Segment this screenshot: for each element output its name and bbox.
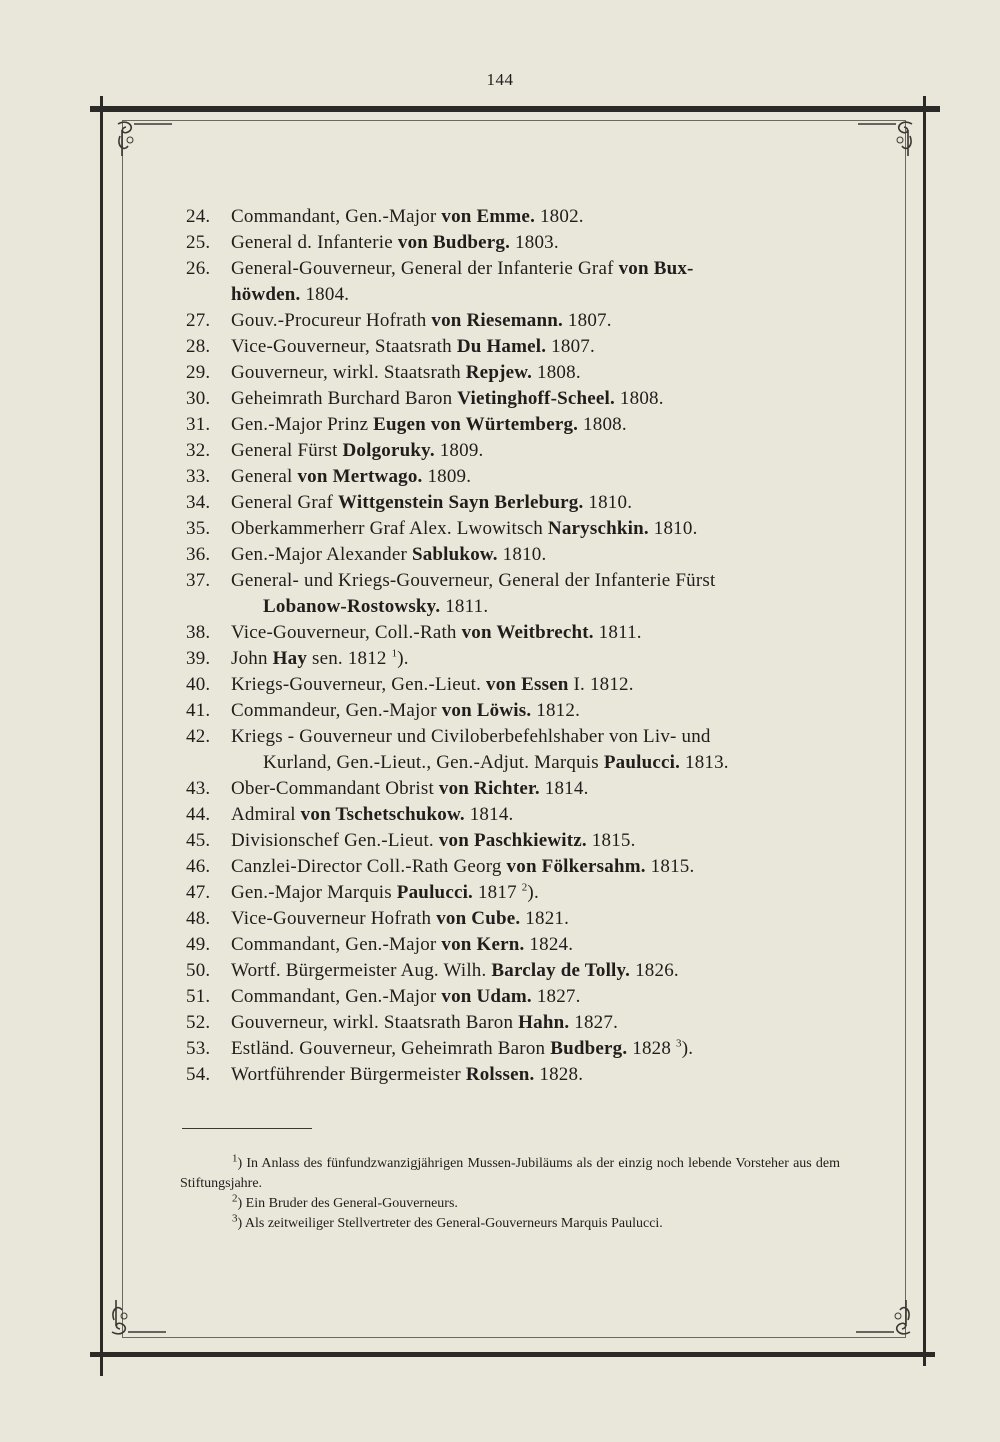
entry-year: 1807. [546, 336, 595, 357]
entry-name: von Weitbrecht. [461, 622, 594, 643]
entry-number: 44. [186, 804, 211, 825]
entry-number: 27. [186, 310, 211, 331]
list-item [186, 828, 846, 854]
entry-text: General d. Infanterie [231, 232, 398, 253]
entry-text: Divisionschef Gen.-Lieut. [231, 830, 439, 851]
list-item [186, 776, 846, 802]
entry-year: 1810. [497, 544, 547, 565]
entry-text: General Graf [231, 492, 339, 513]
entry-text: Wortführender Bürgermeister [231, 1064, 466, 1085]
entry-text: Commandeur, Gen.-Major [231, 700, 442, 721]
list-item [186, 880, 846, 906]
entry-number: 41. [186, 700, 211, 721]
list-item [186, 568, 846, 620]
entry-name: Naryschkin. [547, 518, 649, 539]
list-item [186, 308, 846, 334]
footnote-mark: 2 [232, 1192, 238, 1205]
entry-number: 39. [186, 648, 211, 669]
list-item [186, 516, 846, 542]
entry-name: Hay [272, 648, 308, 669]
entry-name: von Tschetschukow. [300, 804, 465, 825]
entry-year: 1809. [422, 466, 472, 487]
list-item [186, 906, 846, 932]
ornament-top-right-icon [856, 116, 916, 160]
entry-year: 1811. [593, 622, 642, 643]
entry-text: Vice-Gouverneur Hofrath [231, 908, 437, 929]
entry-text: Commandant, Gen.-Major [231, 206, 442, 227]
list-item [186, 958, 846, 984]
footnote-divider [182, 1128, 312, 1129]
entry-name: Sablukow. [411, 544, 498, 565]
entry-text-end: ). [681, 1038, 694, 1059]
entry-text: Gouverneur, wirkl. Staatsrath [231, 362, 466, 383]
entry-name: Barclay de Tolly. [491, 960, 631, 981]
list-item [186, 334, 846, 360]
entry-year: 1804. [300, 284, 350, 305]
footnote-mark: 1 [232, 1152, 238, 1165]
entry-year: 1824. [524, 934, 574, 955]
entry-year: 1813. [680, 752, 729, 773]
entry-name: von Fölkersahm. [506, 856, 646, 877]
entry-name: Lobanow-Rostowsky. [263, 596, 441, 617]
list-item [186, 932, 846, 958]
entry-name: Repjew. [465, 362, 533, 383]
entry-name: Rolssen. [465, 1064, 535, 1085]
entry-name: von Paschkiewitz. [438, 830, 587, 851]
frame-bottom-rule [90, 1352, 935, 1357]
footnote-text: ) Ein Bruder des General-Gouverneurs. [237, 1196, 458, 1211]
entry-name: Paulucci. [396, 882, 474, 903]
footnote-ref: 3 [676, 1037, 682, 1050]
frame-top-rule [90, 106, 940, 112]
footnotes [180, 1154, 840, 1234]
entry-year: 1815. [586, 830, 636, 851]
entry-text: Gouverneur, wirkl. Staatsrath Baron [231, 1012, 519, 1033]
list-item [186, 698, 846, 724]
entry-name: Paulucci. [603, 752, 681, 773]
entry-text: Gen.-Major Prinz [231, 414, 374, 435]
entry-name: von Udam. [441, 986, 532, 1007]
entry-name: von Mertwago. [297, 466, 423, 487]
entry-text-continued: Kurland, Gen.-Lieut., Gen.-Adjut. Marquis [263, 752, 604, 773]
entry-year: 1828. [534, 1064, 584, 1085]
entry-number: 48. [186, 908, 211, 929]
entry-name: Dolgoruky. [342, 440, 435, 461]
entry-name-continued: höwden. [231, 284, 301, 305]
entry-year: I. 1812. [568, 674, 634, 695]
entry-text: Kriegs - Gouverneur und Civiloberbefehlshaber von Liv- und [231, 726, 711, 747]
entry-year: 1802. [535, 206, 584, 227]
list-item [186, 672, 846, 698]
entry-year: 1812. [531, 700, 581, 721]
entry-year: 1826. [630, 960, 679, 981]
ornament-top-left-icon [114, 116, 174, 160]
entry-name: von Kern. [441, 934, 525, 955]
footnote-text: ) In Anlass des fünfundzwanzigjährigen Mussen-Jubiläums als der einzig noch lebende Vorsteher aus dem Stiftungsjahre. [180, 1156, 840, 1191]
entry-number: 40. [186, 674, 211, 695]
list-item [186, 646, 846, 672]
entry-year: 1814. [539, 778, 589, 799]
ornament-bottom-right-icon [854, 1296, 914, 1340]
entry-text: Oberkammerherr Graf Alex. Lwowitsch [231, 518, 548, 539]
list-item [186, 1062, 846, 1088]
entry-year: 1814. [464, 804, 514, 825]
entry-text: Kriegs-Gouverneur, Gen.-Lieut. [231, 674, 486, 695]
list-item [186, 204, 846, 230]
entry-year: 1808. [578, 414, 627, 435]
entry-year: 1803. [510, 232, 559, 253]
entry-number: 25. [186, 232, 211, 253]
entry-text: Canzlei-Director Coll.-Rath Georg [231, 856, 507, 877]
entry-name: von Richter. [438, 778, 540, 799]
entry-name: Eugen von Würtemberg. [373, 414, 579, 435]
entry-text: Ober-Commandant Obrist [231, 778, 439, 799]
entry-text: Admiral [231, 804, 301, 825]
list-item [186, 724, 846, 776]
ornament-bottom-left-icon [108, 1296, 168, 1340]
entry-number: 49. [186, 934, 211, 955]
entry-text: Gouv.-Procureur Hofrath [231, 310, 432, 331]
entry-number: 32. [186, 440, 211, 461]
frame-left-rule [100, 96, 103, 1376]
entry-year: 1810. [583, 492, 633, 513]
entry-number: 33. [186, 466, 211, 487]
entry-name: von Cube. [436, 908, 521, 929]
entry-number: 45. [186, 830, 211, 851]
entry-year: 1828 [627, 1038, 676, 1059]
entry-name: Vietinghoff-Scheel. [457, 388, 615, 409]
list-item [186, 542, 846, 568]
entry-text: Wortf. Bürgermeister Aug. Wilh. [231, 960, 492, 981]
entry-name: Du Hamel. [456, 336, 547, 357]
entry-text: Estländ. Gouverneur, Geheimrath Baron [231, 1038, 551, 1059]
entry-text: General [231, 466, 298, 487]
footnote [180, 1214, 840, 1234]
page-number: 144 [486, 70, 514, 89]
entry-number: 28. [186, 336, 211, 357]
entry-text: John [231, 648, 273, 669]
entry-number: 24. [186, 206, 211, 227]
footnote [180, 1154, 840, 1194]
list-item [186, 386, 846, 412]
entry-text: Geheimrath Burchard Baron [231, 388, 458, 409]
entry-number: 46. [186, 856, 211, 877]
entry-text: Commandant, Gen.-Major [231, 934, 442, 955]
list-item [186, 230, 846, 256]
entry-name: von Bux- [618, 258, 694, 279]
list-item [186, 1036, 846, 1062]
entry-year: 1808. [614, 388, 664, 409]
list-item [186, 438, 846, 464]
entry-name: Wittgenstein Sayn Berleburg. [338, 492, 584, 513]
entry-name: Budberg. [550, 1038, 628, 1059]
entry-number: 29. [186, 362, 211, 383]
entry-year: 1815. [645, 856, 695, 877]
entry-text-end: ). [397, 648, 409, 669]
entry-name: von Essen [486, 674, 569, 695]
footnote-mark: 3 [232, 1212, 238, 1225]
list-item [186, 854, 846, 880]
footnote-ref: 1 [391, 647, 398, 660]
entry-year: 1817 [473, 882, 522, 903]
footnote-text: ) Als zeitweiliger Stellvertreter des General-Gouverneurs Marquis Paulucci. [237, 1216, 663, 1231]
entry-text: Commandant, Gen.-Major [231, 986, 442, 1007]
list-item [186, 620, 846, 646]
entry-year: 1809. [434, 440, 484, 461]
entry-name: von Riesemann. [431, 310, 563, 331]
entry-year: 1811. [440, 596, 489, 617]
entry-text: Gen.-Major Alexander [231, 544, 412, 565]
entry-number: 37. [186, 570, 211, 591]
entry-text: General Fürst [231, 440, 343, 461]
list-item [186, 490, 846, 516]
list-item [186, 256, 846, 308]
entry-year: 1827. [531, 986, 581, 1007]
entry-name: von Budberg. [397, 232, 511, 253]
entry-year: 1807. [562, 310, 612, 331]
entry-number: 51. [186, 986, 211, 1007]
entry-name: von Emme. [441, 206, 536, 227]
entry-number: 42. [186, 726, 211, 747]
entry-year: 1808. [532, 362, 581, 383]
footnote-ref: 2 [521, 881, 528, 894]
entry-number: 38. [186, 622, 211, 643]
entry-name: Hahn. [518, 1012, 570, 1033]
list-item [186, 464, 846, 490]
entry-name: von Löwis. [441, 700, 532, 721]
entry-number: 50. [186, 960, 211, 981]
entry-number: 34. [186, 492, 211, 513]
entry-year: 1821. [520, 908, 570, 929]
frame-right-rule [923, 96, 926, 1366]
entry-year: 1810. [648, 518, 698, 539]
list-item [186, 412, 846, 438]
entry-number: 54. [186, 1064, 211, 1085]
entry-text: Gen.-Major Marquis [231, 882, 397, 903]
entry-number: 52. [186, 1012, 211, 1033]
entry-number: 47. [186, 882, 211, 903]
list-item [186, 360, 846, 386]
entry-number: 36. [186, 544, 211, 565]
entry-text: General-Gouverneur, General der Infanterie Graf [231, 258, 619, 279]
entry-year: 1827. [569, 1012, 619, 1033]
entry-number: 26. [186, 258, 211, 279]
entry-text: Vice-Gouverneur, Staatsrath [231, 336, 457, 357]
footnote [180, 1194, 840, 1214]
entry-text: General- und Kriegs-Gouverneur, General der Infanterie Fürst [231, 570, 716, 591]
list-item [186, 984, 846, 1010]
entry-number: 53. [186, 1038, 211, 1059]
entry-number: 31. [186, 414, 211, 435]
entry-number: 30. [186, 388, 211, 409]
entry-number: 43. [186, 778, 211, 799]
list-item [186, 1010, 846, 1036]
list-item [186, 802, 846, 828]
entry-text: Vice-Gouverneur, Coll.-Rath [231, 622, 462, 643]
entry-text-end: ). [527, 882, 539, 903]
entry-year: sen. 1812 [307, 648, 392, 669]
entry-number: 35. [186, 518, 211, 539]
entry-list [186, 204, 846, 1088]
